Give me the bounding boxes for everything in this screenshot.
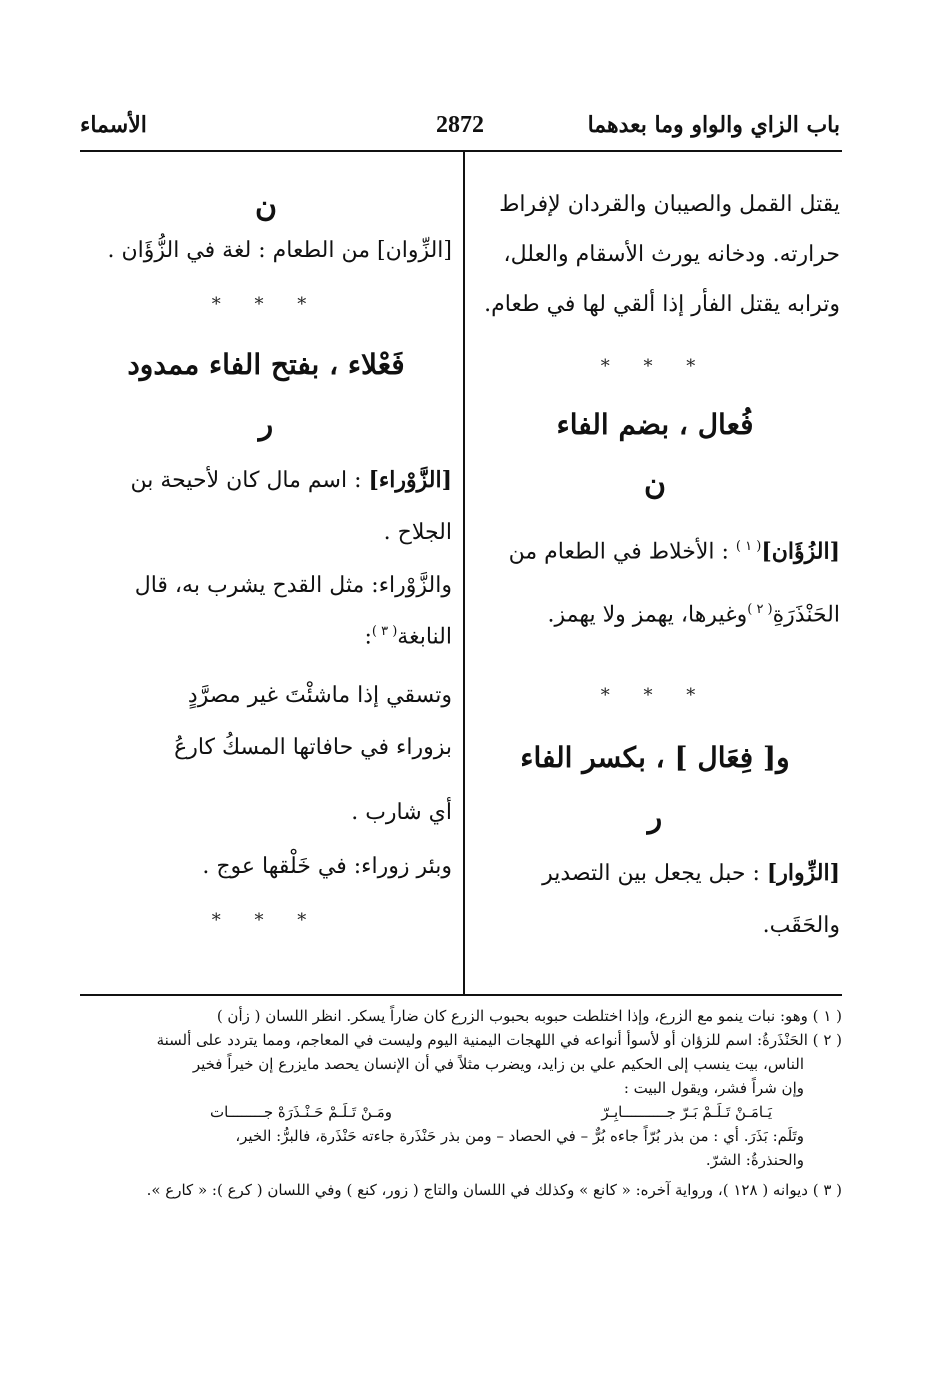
headword: [الزَّوْراء] — [368, 467, 452, 493]
gloss-text: أي شارب . — [351, 800, 452, 826]
verse-hemistich: ومَـنْ تَـلَـمْ حَـنْـذَرَهْ جــــــــات — [210, 1103, 392, 1121]
section-separator: * * * — [600, 684, 710, 706]
footnote-2-line: الناس، بيت ينسب إلى الحكيم علي بن زايد، ويضرب مثلاً في أن الإنسان يحصد مايزرع إن خيراً فخير — [192, 1055, 804, 1073]
section-separator: * * * — [211, 294, 321, 315]
section-separator: * * * — [600, 356, 710, 377]
text-line: يقتل القمل والصيبان والقردان لإفراط — [499, 192, 840, 217]
root-letter: ن — [643, 467, 667, 502]
footnote-ref: ( ٢ ) — [747, 602, 773, 618]
footnote-3: ( ٣ ) ديوانه ( ١٢٨ )، ورواية آخره: « كانع » وكذلك في اللسان والتاج ( زور، كنع ) وفي اللسان ( كرع ): « كارع ». — [146, 1181, 842, 1199]
footnote-2-line: والحنذرةُ: الشرّ. — [705, 1151, 804, 1169]
headword: [الزِّوار] — [766, 859, 840, 886]
section-separator: * * * — [211, 910, 321, 932]
dictionary-entry — [470, 518, 840, 645]
left-column — [80, 180, 452, 936]
verse-hemistich: بزوراء في حافاتها المسكُ كارعُ — [174, 735, 452, 761]
dictionary-entry — [470, 847, 840, 952]
definition-text: الحَنْذَرَةِ — [772, 602, 840, 628]
text-line: حرارته. ودخانه يورث الأسقام والعلل، — [503, 242, 840, 267]
definition-text: : اسم مال كان لأحيحة بن — [130, 468, 362, 493]
footnote-verse — [80, 1100, 842, 1124]
right-column — [470, 180, 840, 952]
chapter-title: باب الزاي والواو وما بعدهما — [587, 112, 840, 138]
verse-hemistich: يَـامَـنْ تَـلَـمْ بَـرّ جــــــــــابِـرّ — [601, 1103, 772, 1121]
footnote-ref: ( ١ ) — [735, 539, 762, 554]
section-title: الأسماء — [80, 112, 147, 138]
headword: [الزُؤَان] — [761, 538, 840, 565]
pattern-heading: فَعْلاء ، بفتح الفاء ممدود — [127, 348, 405, 381]
footnotes — [80, 1004, 842, 1202]
footnote-2-line: وتَلَم: بَذَرَ. أي : من بذر بُرّاً جاءه بُرٌّ – في الحصاد – ومن بذر حَنْذَرة جاءته حَنْذَرة، فالبرُّ: الخير، — [235, 1127, 804, 1145]
definition-text: الجلاح . — [383, 520, 452, 545]
dictionary-entry: وبئر زوراء: في خَلْقها عوج . — [202, 854, 452, 880]
pattern-heading: و[ فِعَال ] ، بكسر الفاء — [520, 740, 790, 774]
column-divider — [463, 152, 465, 994]
dictionary-entry — [80, 454, 452, 559]
page-number: 2872 — [436, 112, 484, 138]
footnote-2-line: وإن شراً فشر، ويقول البيت : — [623, 1079, 804, 1097]
dictionary-entry — [80, 563, 452, 660]
root-letter: ر — [647, 799, 663, 835]
verse-hemistich: وتسقي إذا ماشئْتَ غير مصرَّدٍ — [187, 683, 452, 709]
definition-text: وغيرها، يهمز ولا يهمز. — [547, 602, 748, 628]
definition-text: : الأخلاط في الطعام من — [508, 539, 729, 565]
footnote-ref: ( ٣ ) — [371, 624, 398, 639]
definition-text: النابغة — [397, 624, 452, 650]
header-rule — [80, 150, 842, 152]
footnote-rule — [80, 994, 842, 996]
definition-text: والزَّوْراء: مثل القدح يشرب به، قال — [134, 573, 452, 598]
root-letter: ر — [258, 407, 274, 442]
root-letter: ن — [254, 189, 278, 224]
footnote-2: ( ٢ ) الحَنْذَرةُ: اسم للزؤان أو لأسوأ أنواعه في اللهجات اليمنية اليوم وليست في المعاجم، ومما يتردد على ألسنة — [156, 1031, 842, 1049]
entry-continuation — [470, 180, 840, 330]
poetry-verse — [80, 670, 452, 774]
footnote-1: ( ١ ) وهو: نبات ينمو مع الزرع، وإذا اختلطت حبوبه بحبوب الزرع كان ضاراً يسكر. انظر اللسان ( زأن ) — [216, 1007, 842, 1025]
text-line: وترابه يقتل الفأر إذا ألقي لها في طعام. — [484, 292, 840, 317]
dictionary-entry: [الزِّوان] من الطعام : لغة في الزُّؤَان . — [107, 238, 452, 263]
definition-text: والحَقَب. — [762, 912, 840, 938]
definition-text: : — [364, 624, 372, 650]
page-header — [80, 112, 840, 148]
definition-text: : حبل يجعل بين التصدير — [542, 860, 760, 886]
pattern-heading: فُعال ، بضم الفاء — [556, 408, 754, 441]
